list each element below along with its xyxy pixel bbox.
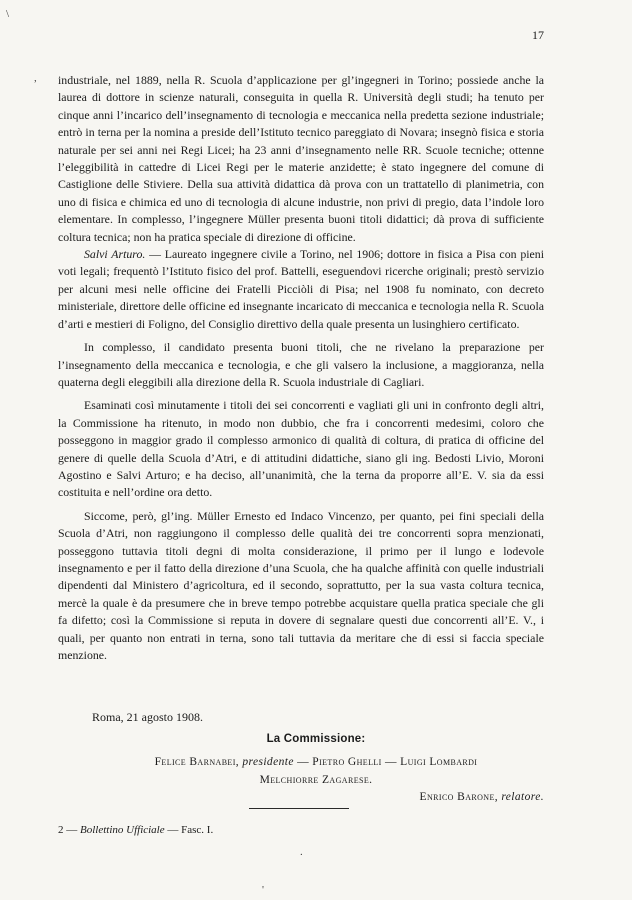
page-number: 17 (532, 28, 544, 42)
margin-mark-comma: , (34, 72, 37, 84)
member-separator-2: — (381, 756, 401, 768)
footer-line (58, 824, 213, 836)
paragraph-commission-decision: Esaminati così minutamente i titoli dei sei concorrenti e vagliati gli uni in confronto degli altri, la Commissione ha ritenuto, in modo non dubbio, che fra i concorrenti medesimi, coloro che posseggono in maggior grado il complesso armonico di qualità di coltura, di pratica di officine del genere di quelle della Scuola d’Atri, e di attitudini didattiche, siano gli ing. Bedosti Livio, Moroni Agostino e Salvi Arturo; e ha deciso, all’unanimità, che la terna da proporre all’E. V. sia da essi costituita e nell’ordine ora detto. (58, 398, 544, 500)
margin-mark-slash: \ (6, 8, 10, 20)
members-line (0, 756, 632, 768)
margin-mark-dot: . (300, 846, 303, 858)
commission-title: La Commissione: (266, 733, 366, 745)
footer-fascicle: — Fasc. I. (167, 824, 214, 836)
paragraph-salvi-text: — Laureato ingegnere civile a Torino, nel 1906; dottore in fisica a Pisa con pieni voti legali; frequentò l’Istituto fisico del prof. Battelli, eseguendovi ricerche originali; prestò servizio per alcuni mesi nelle officine dei Fratelli Picciòli di Pisa; nel 1908 fu nominato, con decreto ministeriale, direttore delle officine ed insegnante incaricato di meccanica e tecnologia nella R. Scuola d’arti e mestieri di Foligno, del Consiglio direttivo della quale presenta un lusinghiero certificato. (58, 247, 544, 331)
paragraph-salvi (58, 246, 544, 333)
date-line: Roma, 21 agosto 1908. (92, 710, 203, 724)
candidate-name-salvi: Salvi Arturo. (84, 247, 146, 262)
member-barnabei: Felice Barnabei, (154, 756, 240, 768)
rapporteur-line (420, 791, 544, 803)
rapporteur-name: Enrico Barone, (419, 791, 499, 803)
member-ghelli: Pietro Ghelli (312, 756, 382, 768)
signature-rule (249, 808, 349, 809)
paragraph-muller-continuation: industriale, nel 1889, nella R. Scuola d’applicazione per gl’ingegneri in Torino; possiede anche la laurea di dottore in scienze naturali, conseguita in quella R. Università degli studi; ha tenuto per cinque anni l’incarico dell’insegnamento di tecnologia e meccanica nella predetta sezione industriale; entrò in terna per la nomina a preside dell’Istituto tecnico pareggiato di Novara; insegnò fisica e storia naturale per sei anni nei Regi Licei; ha 23 anni d’insegnamento nelle RR. Scuole tecniche; ottenne l’eleggibilità in cattedre di Licei Regi per le materie anzidette; è stato ingegnere del comune di Castiglione delle Stiviere. Della sua attività didattica dà prova con un trattatello di planimetria, con uno di fisica e chimica ed uno di tecnologia di alcune industrie, non privi di pregio, data l’indole loro elementare. In complesso, l’ingegnere Müller presenta buoni titoli didattici; dà prova di sufficiente coltura tecnica; non ha pratica speciale di direzione di officine. (58, 73, 544, 244)
member-separator-1: — (293, 756, 313, 768)
margin-mark-apostrophe: ' (262, 884, 264, 896)
member-zagarese: Melchiorre Zagarese. (259, 774, 373, 786)
body-text (58, 72, 544, 664)
paragraph-special-mention: Siccome, però, gl’ing. Müller Ernesto ed Indaco Vincenzo, per quanto, pei fini speciali della Scuola d’Atri, non raggiungono il complesso delle qualità dei tre concorrenti sopra menzionati, posseggono tuttavia titoli degni di molta considerazione, il primo per il lungo e lodevole insegnamento e per il fatto della direzione d’una Scuola, che ha qualche affinità con quelle industriali dipendenti dal Ministero d’agricoltura, ed il secondo, soprattutto, per la sua vasta coltura tecnica, mercè la quale è da presumere che in breve tempo potrebbe acquistare quella pratica speciale che gli fa difetto; così la Commissione si reputa in dovere di segnalare questi due concorrenti all’E. V., i quali, per quanto non entrati in terna, sono tali tuttavia da meritare che di essi si faccia speciale menzione. (58, 508, 544, 662)
members-line-2 (0, 774, 632, 786)
rapporteur-role: relatore. (501, 791, 544, 803)
member-role-presidente: presidente (242, 756, 294, 768)
footer-sheet: 2 — (58, 824, 78, 836)
footer-publication: Bollettino Ufficiale (80, 824, 165, 836)
member-lombardi: Luigi Lombardi (400, 756, 478, 768)
paragraph-salvi-summary: In complesso, il candidato presenta buoni titoli, che ne rivelano la preparazione per l’insegnamento della meccanica e tecnologia, e che gli valsero la inclusione, a maggioranza, nella quaterna degli eleggibili alla direzione della R. Scuola industriale di Cagliari. (58, 340, 544, 389)
